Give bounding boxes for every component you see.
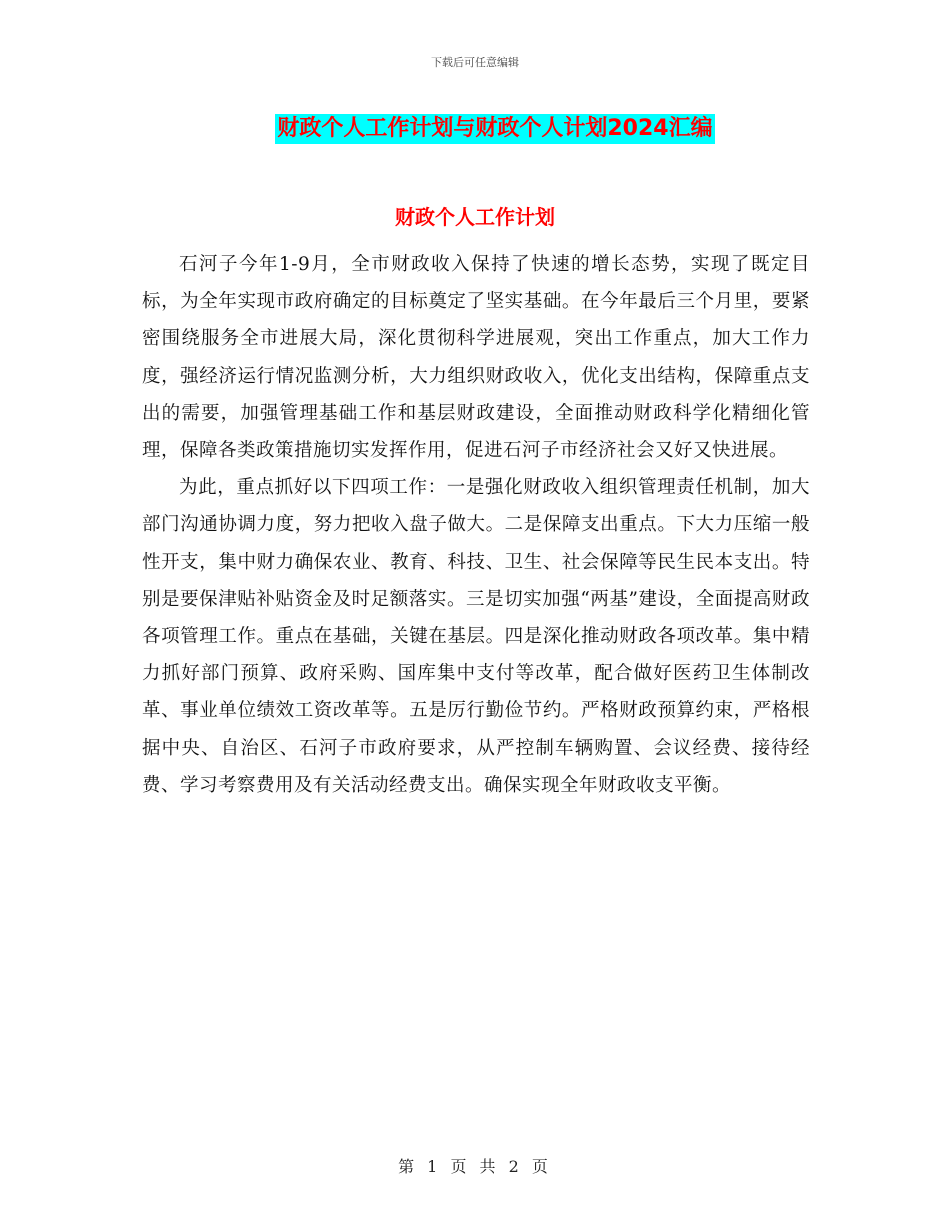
paragraph-2: 为此，重点抓好以下四项工作：一是强化财政收入组织管理责任机制，加大部门沟通协调力度，努力把收入盘子做大。二是保障支出重点。下大力压缩一般性开支，集中财力确保农业、教育、科技、卫生、社会保障等民生民本支出。特别是要保津贴补贴资金及时足额落实。三是切实加强“两基”建设，全面提高财政各项管理工作。重点在基础，关键在基层。四是深化推动财政各项改革。集中精力抓好部门预算、政府采购、国库集中支付等改革，配合做好医药卫生体制改革、事业单位绩效工资改革等。五是厉行勤俭节约。严格财政预算约束，严格根据中央、自治区、石河子市政府要求，从严控制车辆购置、会议经费、接待经费、学习考察费用及有关活动经费支出。确保实现全年财政收支平衡。 bbox=[142, 477, 810, 796]
body-text bbox=[142, 246, 810, 804]
main-title: 财政个人工作计划与财政个人计划2024汇编 bbox=[275, 114, 714, 144]
paragraph-1: 石河子今年1-9月，全市财政收入保持了快速的增长态势，实现了既定目标，为全年实现市政府确定的目标奠定了坚实基础。在今年最后三个月里，要紧密围绕服务全市进展大局，深化贯彻科学进展观，突出工作重点，加大工作力度，强经济运行情况监测分析，大力组织财政收入，优化支出结构，保障重点支出的需要，加强管理基础工作和基层财政建设，全面推动财政科学化精细化管理，保障各类政策措施切实发挥作用，促进石河子市经济社会又好又快进展。 bbox=[142, 254, 810, 462]
page-indicator: 第 1 页 共 2 页 bbox=[398, 1157, 552, 1176]
main-title-container bbox=[0, 114, 950, 144]
section-title: 财政个人工作计划 bbox=[395, 205, 555, 229]
header-note: 下载后可任意编辑 bbox=[431, 56, 519, 69]
